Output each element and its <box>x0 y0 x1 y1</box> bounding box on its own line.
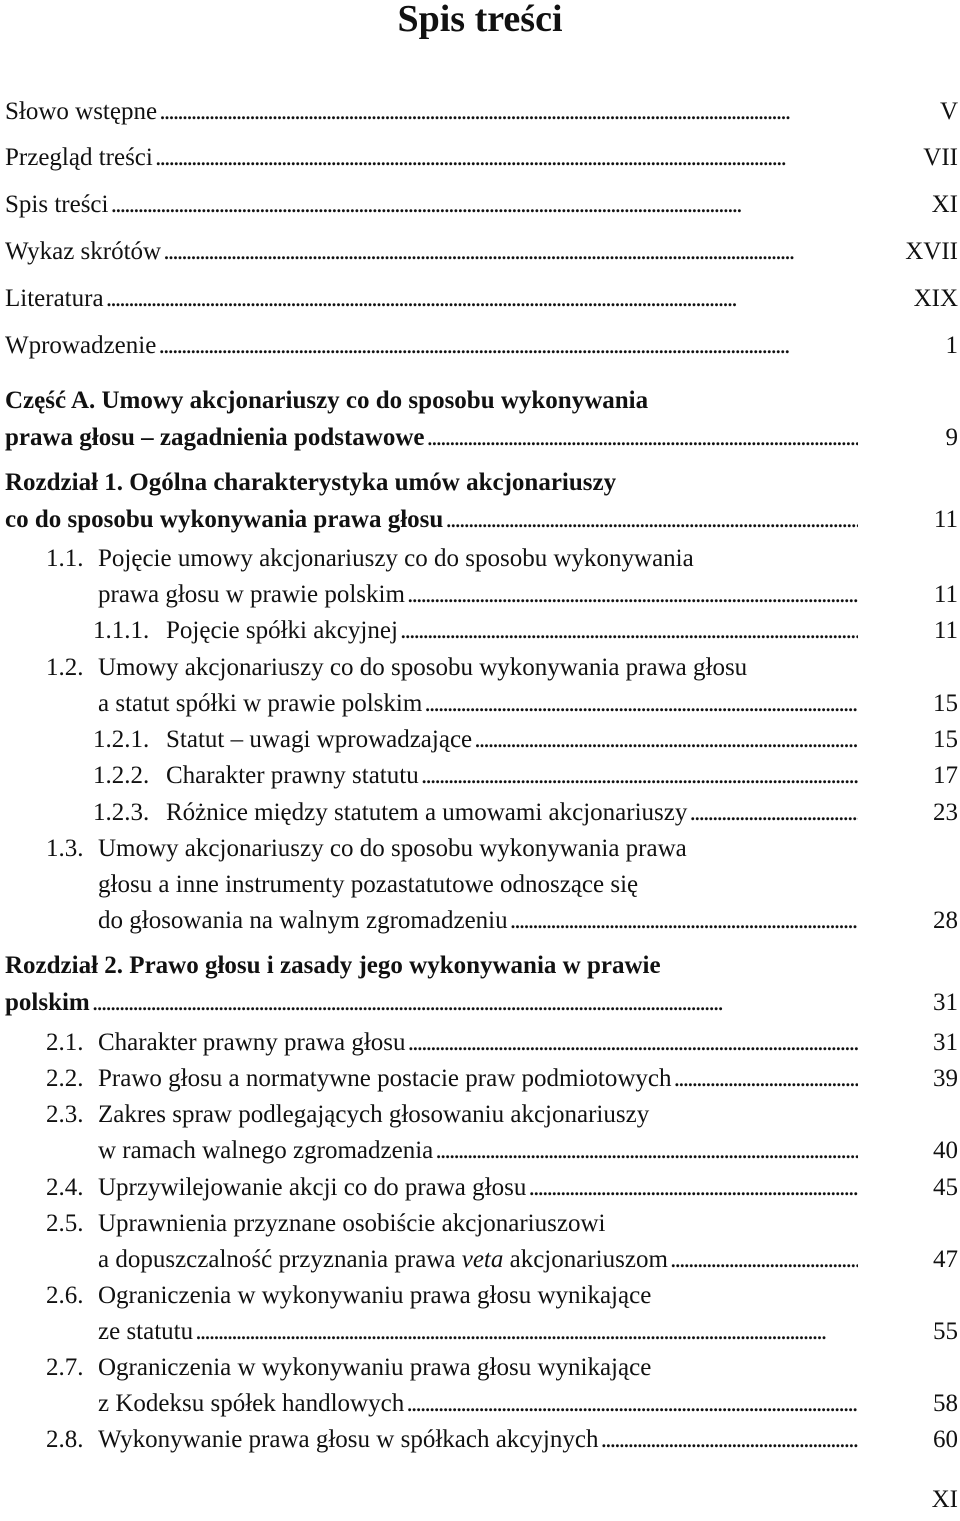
toc-section-cont <box>0 867 960 903</box>
toc-entry-title: Umowy akcjonariuszy co do sposobu wykonywania prawa <box>98 835 687 862</box>
toc-section <box>0 1422 960 1458</box>
toc-page-number: 31 <box>933 1029 958 1056</box>
toc-entry-title: Spis treści . . . <box>5 187 858 223</box>
toc-page-number: V <box>939 98 958 125</box>
toc-part-heading <box>0 383 960 419</box>
toc-entry-title: prawa głosu w prawie polskim . . . <box>98 577 858 613</box>
toc-section-cont <box>0 686 960 722</box>
toc-section <box>0 1206 960 1242</box>
toc-page-number: 1 <box>945 332 958 359</box>
toc-section-cont <box>0 1386 960 1422</box>
toc-entry-title: Pojęcie umowy akcjonariuszy co do sposobu wykonywania <box>98 545 694 572</box>
toc-page-number: XVII <box>905 238 958 265</box>
toc-section-number: 1.2.1. <box>93 726 150 753</box>
toc-section-number: 2.3. <box>46 1101 84 1128</box>
toc-page-number: 11 <box>933 617 958 644</box>
toc-chapter-heading-cont <box>0 502 960 538</box>
toc-entry-title: Statut – uwagi wprowadzające . . . <box>166 722 858 758</box>
toc-page-number: 11 <box>933 581 958 608</box>
toc-page-number: 55 <box>933 1318 958 1345</box>
toc-subsection <box>0 722 960 758</box>
toc-section <box>0 1097 960 1133</box>
toc-page-number: 9 <box>945 424 958 451</box>
toc-entry-title: Wprowadzenie . . . <box>5 328 858 364</box>
toc-title-part: akcjonariuszom <box>503 1246 668 1273</box>
toc-page-number: XI <box>931 191 958 218</box>
toc-section <box>0 541 960 577</box>
toc-section-number: 1.1.1. <box>93 617 150 644</box>
toc-entry-title: co do sposobu wykonywania prawa głosu . . . <box>5 502 858 538</box>
toc-entry <box>0 281 960 317</box>
toc-entry-title: Część A. Umowy akcjonariuszy co do sposobu wykonywania <box>5 387 649 414</box>
toc-entry <box>0 94 960 130</box>
toc-entry-title: Pojęcie spółki akcyjnej . . . <box>166 613 858 649</box>
toc-section-cont <box>0 1133 960 1169</box>
toc-page-number: 15 <box>933 726 958 753</box>
toc-section <box>0 1170 960 1206</box>
toc-section-number: 2.2. <box>46 1065 84 1092</box>
toc-section <box>0 1025 960 1061</box>
toc-entry-title: Ograniczenia w wykonywaniu prawa głosu wynikające <box>98 1282 652 1309</box>
toc-entry-title: Przegląd treści . . . <box>5 140 858 176</box>
toc-entry-title: Charakter prawny prawa głosu . . . <box>98 1025 858 1061</box>
toc-entry-title: z Kodeksu spółek handlowych . . . <box>98 1386 858 1422</box>
toc-page-number: 40 <box>933 1137 958 1164</box>
toc-page-number: 23 <box>933 799 958 826</box>
toc-entry-title: Umowy akcjonariuszy co do sposobu wykonywania prawa głosu <box>98 654 748 681</box>
toc-title-italic: veta <box>461 1246 504 1273</box>
toc-entry-title: Rozdział 1. Ogólna charakterystyka umów akcjonariuszy <box>5 469 617 496</box>
toc-section <box>0 650 960 686</box>
toc-section <box>0 831 960 867</box>
toc-entry-title: Rozdział 2. Prawo głosu i zasady jego wykonywania w prawie <box>5 952 661 979</box>
toc-entry-title: Prawo głosu a normatywne postacie praw podmiotowych . . . <box>98 1061 858 1097</box>
toc-entry-title: Słowo wstępne . . . <box>5 94 858 130</box>
toc-section-number: 1.2. <box>46 654 84 681</box>
toc-entry-title: Charakter prawny statutu . . . <box>166 758 858 794</box>
toc-entry-title: w ramach walnego zgromadzenia . . . <box>98 1133 858 1169</box>
toc-entry-title: Uprawnienia przyznane osobiście akcjonariuszowi <box>98 1210 606 1237</box>
toc-page-number: 58 <box>933 1390 958 1417</box>
toc-entry <box>0 328 960 364</box>
toc-section-number: 1.2.2. <box>93 762 150 789</box>
toc-section-cont <box>0 1242 960 1278</box>
toc-chapter-heading-cont <box>0 985 960 1021</box>
toc-entry-title: do głosowania na walnym zgromadzeniu . . . <box>98 903 858 939</box>
toc-part-heading-cont <box>0 420 960 456</box>
toc-section <box>0 1350 960 1386</box>
toc-page-number: 15 <box>933 690 958 717</box>
toc-page-number: 31 <box>933 989 958 1016</box>
toc-section-number: 2.8. <box>46 1426 84 1453</box>
page-folio: XI <box>931 1486 958 1513</box>
toc-page-number: 17 <box>933 762 958 789</box>
toc-section-cont <box>0 1314 960 1350</box>
toc-page-number: VII <box>923 144 958 171</box>
toc-entry-title: polskim . . . <box>5 985 858 1021</box>
toc-section-number: 1.1. <box>46 545 84 572</box>
toc-page-number: 60 <box>933 1426 958 1453</box>
toc-section-number: 2.1. <box>46 1029 84 1056</box>
toc-entry-title: prawa głosu – zagadnienia podstawowe . . . <box>5 420 858 456</box>
toc-entry-title: Uprzywilejowanie akcji co do prawa głosu . . . <box>98 1170 858 1206</box>
toc-entry-title: Zakres spraw podlegających głosowaniu akcjonariuszy <box>98 1101 650 1128</box>
toc-entry-title: ze statutu . . . <box>98 1314 858 1350</box>
toc-chapter-heading <box>0 465 960 501</box>
toc-entry <box>0 140 960 176</box>
toc-section-cont <box>0 903 960 939</box>
toc-section-number: 1.2.3. <box>93 799 150 826</box>
toc-page-number: 47 <box>933 1246 958 1273</box>
toc-section-number: 2.4. <box>46 1174 84 1201</box>
toc-section <box>0 1061 960 1097</box>
toc-section-cont <box>0 577 960 613</box>
page-title: Spis treści <box>397 0 563 40</box>
toc-section-number: 2.7. <box>46 1354 84 1381</box>
toc-entry-title: Wykaz skrótów . . . <box>5 234 858 270</box>
toc-page-number: XIX <box>913 285 958 312</box>
toc-section-number: 2.6. <box>46 1282 84 1309</box>
toc-entry-title <box>98 1242 858 1278</box>
toc-entry-title: a statut spółki w prawie polskim . . . <box>98 686 858 722</box>
toc-chapter-heading <box>0 948 960 984</box>
toc-page-number: 28 <box>933 907 958 934</box>
toc-section <box>0 1278 960 1314</box>
toc-entry <box>0 187 960 223</box>
toc-section-number: 1.3. <box>46 835 84 862</box>
toc-entry-title: Różnice między statutem a umowami akcjonariuszy . . . <box>166 795 858 831</box>
toc-entry-title: Wykonywanie prawa głosu w spółkach akcyjnych . . . <box>98 1422 858 1458</box>
toc-subsection <box>0 613 960 649</box>
toc-page-number: 45 <box>933 1174 958 1201</box>
toc-entry <box>0 234 960 270</box>
toc-section-number: 2.5. <box>46 1210 84 1237</box>
toc-page-number: 39 <box>933 1065 958 1092</box>
toc-entry-title: Ograniczenia w wykonywaniu prawa głosu wynikające <box>98 1354 652 1381</box>
toc-entry-title: głosu a inne instrumenty pozastatutowe odnoszące się <box>98 871 639 898</box>
toc-title-part: a dopuszczalność przyznania prawa <box>98 1246 462 1273</box>
toc-entry-title: Literatura . . . <box>5 281 858 317</box>
toc-page-number: 11 <box>933 506 958 533</box>
toc-subsection <box>0 758 960 794</box>
toc-subsection <box>0 795 960 831</box>
